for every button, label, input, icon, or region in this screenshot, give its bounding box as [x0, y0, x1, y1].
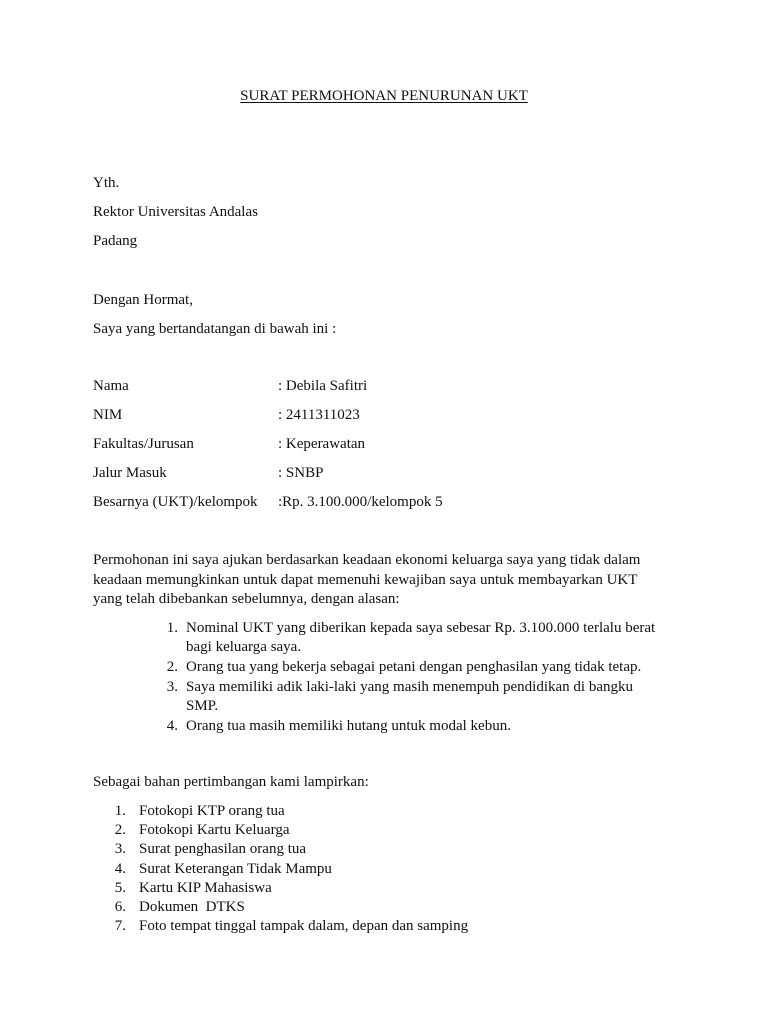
attachments-intro: Sebagai bahan pertimbangan kami lampirkan:: [93, 774, 369, 790]
body-paragraph-line: keadaan memungkinkan untuk dapat memenuhi kewajiban saya untuk membayarkan UKT: [93, 571, 638, 588]
list-item-text: Fotokopi KTP orang tua: [139, 803, 285, 819]
list-number: 6.: [114, 898, 126, 915]
list-number: 3.: [114, 841, 126, 858]
field-label-nim: NIM: [93, 407, 123, 423]
list-number: 1.: [114, 803, 126, 819]
body-paragraph-line: yang telah dibebankan sebelumnya, dengan alasan:: [93, 591, 400, 607]
list-item-line: Orang tua masih memiliki hutang untuk modal kebun.: [186, 717, 511, 734]
field-value-nim: : 2411311023: [278, 407, 360, 423]
body-paragraph-line: Permohonan ini saya ajukan berdasarkan keadaan ekonomi keluarga saya yang tidak dalam: [93, 552, 641, 568]
list-item-text: Dokumen DTKS: [139, 898, 245, 915]
list-item-text: Foto tempat tinggal tampak dalam, depan dan samping: [139, 918, 469, 935]
addressee-line-2: Rektor Universitas Andalas: [93, 204, 258, 220]
list-number: 4.: [166, 717, 178, 734]
list-item-line: Nominal UKT yang diberikan kepada saya sebesar Rp. 3.100.000 terlalu berat: [186, 620, 656, 636]
list-item-line: bagi keluarga saya.: [186, 639, 302, 655]
list-item-text: Surat penghasilan orang tua: [139, 841, 307, 858]
list-item-text: [186, 619, 655, 657]
list-item-text: [186, 658, 641, 677]
field-value-jalur: : SNBP: [278, 465, 324, 481]
list-item: [108, 879, 668, 898]
field-label-ukt: Besarnya (UKT)/kelompok: [93, 494, 258, 510]
list-item-text: Fotokopi Kartu Keluarga: [139, 822, 290, 839]
list-item: [158, 658, 688, 678]
list-item: [108, 821, 668, 840]
list-item-text: [186, 678, 633, 716]
document-title: SURAT PERMOHONAN PENURUNAN UKT: [240, 88, 528, 104]
list-item-line: SMP.: [186, 697, 219, 714]
list-number: 5.: [114, 879, 126, 896]
field-value-nama: : Debila Safitri: [278, 378, 368, 394]
body-paragraph: [93, 551, 683, 610]
list-item-text: [186, 717, 511, 736]
list-number: 7.: [114, 918, 126, 935]
list-item: [108, 860, 668, 879]
attachments-list: [108, 802, 668, 936]
field-value-fakultas: : Keperawatan: [278, 436, 366, 452]
field-label-fakultas: Fakultas/Jurusan: [93, 436, 194, 452]
list-item-line: Saya memiliki adik laki-laki yang masih menempuh pendidikan di bangku: [186, 678, 633, 695]
list-item: [158, 678, 688, 717]
list-item: [108, 917, 668, 936]
field-value-ukt: :Rp. 3.100.000/kelompok 5: [278, 494, 443, 510]
greeting: Dengan Hormat,: [93, 292, 193, 308]
list-item: [108, 802, 668, 821]
list-number: 3.: [166, 678, 178, 695]
addressee-line-3: Padang: [93, 233, 138, 249]
list-item-text: Surat Keterangan Tidak Mampu: [139, 860, 332, 877]
list-item: [108, 840, 668, 859]
field-label-nama: Nama: [93, 378, 129, 394]
list-number: 2.: [166, 659, 178, 675]
list-item-text: Kartu KIP Mahasiswa: [139, 879, 272, 896]
list-number: 2.: [114, 822, 126, 839]
list-number: 4.: [114, 860, 126, 877]
list-number: 1.: [166, 620, 178, 636]
reasons-list: [158, 619, 688, 736]
field-label-jalur: Jalur Masuk: [93, 465, 167, 481]
addressee-line-1: Yth.: [93, 175, 120, 191]
list-item-line: Orang tua yang bekerja sebagai petani dengan penghasilan yang tidak tetap.: [186, 659, 642, 675]
list-item: [108, 898, 668, 917]
list-item: [158, 717, 688, 737]
intro-line: Saya yang bertandatangan di bawah ini :: [93, 321, 337, 337]
list-item: [158, 619, 688, 658]
